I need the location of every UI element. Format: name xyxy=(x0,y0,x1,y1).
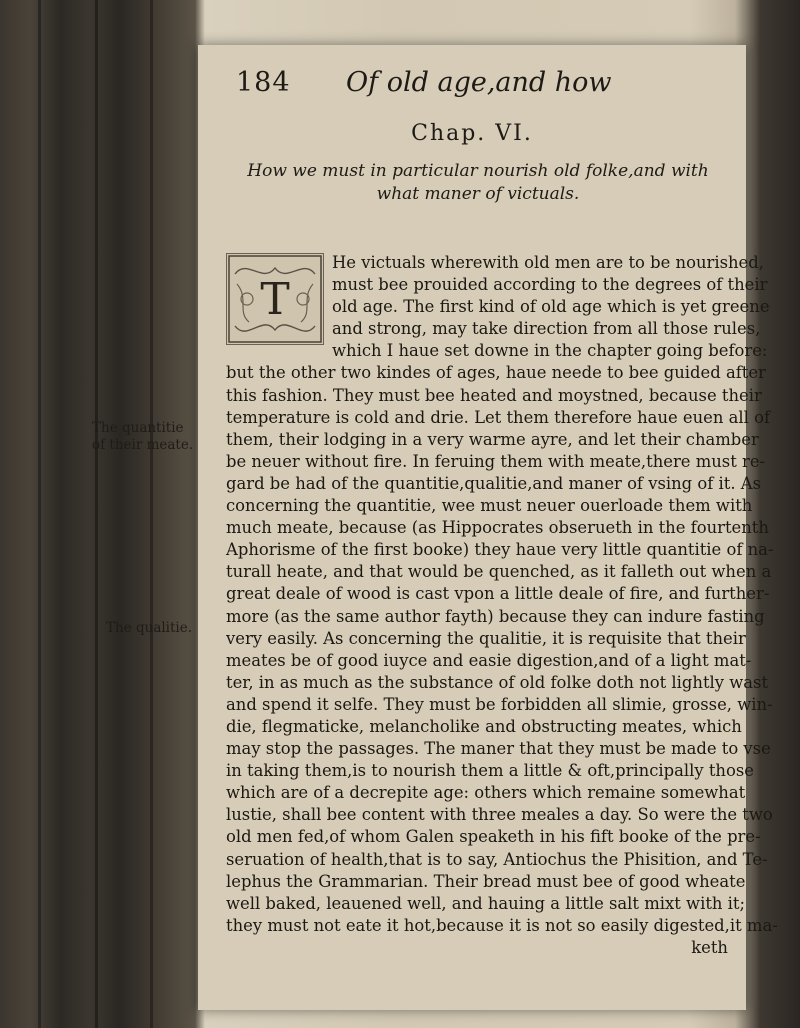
text-line: much meate, because (as Hippocrates obserueth in the fourtenth xyxy=(226,518,769,538)
text-line: must bee prouided according to the degrees of their xyxy=(332,275,768,295)
spine-shadow xyxy=(38,0,41,1028)
subtitle-line: what maner of victuals. xyxy=(376,184,580,204)
subtitle-line: How we must in particular nourish old folke,and with xyxy=(247,161,709,181)
spine-shadow xyxy=(95,0,98,1028)
text-line: them, their lodging in a very warme ayre, and let their chamber xyxy=(226,429,759,449)
text-line: but the other two kindes of ages, haue neede to bee guided after xyxy=(226,363,766,383)
margin-note-quantity xyxy=(92,420,193,454)
spine-shadow xyxy=(150,0,153,1028)
running-head: Of old age,and how xyxy=(346,67,612,98)
text-line: this fashion. They must bee heated and moystned, because their xyxy=(226,385,762,405)
text-line: which are of a decrepite age: others which remaine somewhat xyxy=(226,783,746,803)
book-page xyxy=(198,45,778,1010)
text-line: seruation of health,that is to say, Antiochus the Phisition, and Te- xyxy=(226,849,768,869)
text-line: turall heate, and that would be quenched, as it falleth out when a xyxy=(226,562,772,582)
text-line: and spend it selfe. They must be forbidden all slimie, grosse, win- xyxy=(226,694,773,714)
text-line: Aphorisme of the first booke) they haue very little quantitie of na- xyxy=(226,540,774,560)
text-line: which I haue set downe in the chapter going before: xyxy=(332,341,768,361)
text-line: very easily. As concerning the qualitie, it is requisite that their xyxy=(226,628,746,648)
text-line: old age. The first kind of old age which is yet greene xyxy=(332,297,770,317)
text-line: well baked, leauened well, and hauing a little salt mixt with it; xyxy=(226,893,746,913)
text-line: more (as the same author fayth) because they can indure fasting xyxy=(226,606,765,626)
text-line: meates be of good iuyce and easie digestion,and of a light mat- xyxy=(226,650,752,670)
initial-letter: T xyxy=(260,274,290,325)
text-line: and strong, may take direction from all those rules, xyxy=(332,319,761,339)
text-line: die, flegmaticke, melancholike and obstructing meates, which xyxy=(226,716,742,736)
chapter-subtitle xyxy=(210,160,746,206)
margin-note-quality xyxy=(106,620,192,637)
text-line: concerning the quantitie, wee must neuer ouerloade them with xyxy=(226,496,753,516)
catchword: keth xyxy=(691,937,728,957)
text-line: in taking them,is to nourish them a little & oft,principally those xyxy=(226,761,754,781)
body-text xyxy=(226,252,778,959)
margin-note-line: The quantitie xyxy=(92,420,184,436)
text-line: be neuer without fire. In feruing them with meate,there must re- xyxy=(226,451,766,471)
text-line: lustie, shall bee content with three meales a day. So were the two xyxy=(226,805,773,825)
text-line: temperature is cold and drie. Let them therefore haue euen all of xyxy=(226,407,771,427)
text-line: may stop the passages. The maner that they must be made to vse xyxy=(226,739,771,759)
chapter-title: Chap. VI. xyxy=(411,121,533,146)
text-line: ter, in as much as the substance of old folke doth not lightly wast xyxy=(226,672,769,692)
page-number: 184 xyxy=(236,67,291,98)
text-line: lephus the Grammarian. Their bread must bee of good wheate xyxy=(226,871,746,891)
text-line: they must not eate it hot,because it is not so easily digested,it ma- xyxy=(226,915,778,935)
margin-note-line: The qualitie. xyxy=(106,620,193,636)
text-line: He victuals wherewith old men are to be nourished, xyxy=(332,253,764,272)
text-line: old men fed,of whom Galen speaketh in his fift booke of the pre- xyxy=(226,827,761,847)
text-line: gard be had of the quantitie,qualitie,and maner of vsing of it. As xyxy=(226,473,762,493)
text-line: great deale of wood is cast vpon a little deale of fire, and further- xyxy=(226,584,770,604)
page-header xyxy=(230,67,730,101)
margin-note-line: of their meate. xyxy=(92,437,194,453)
